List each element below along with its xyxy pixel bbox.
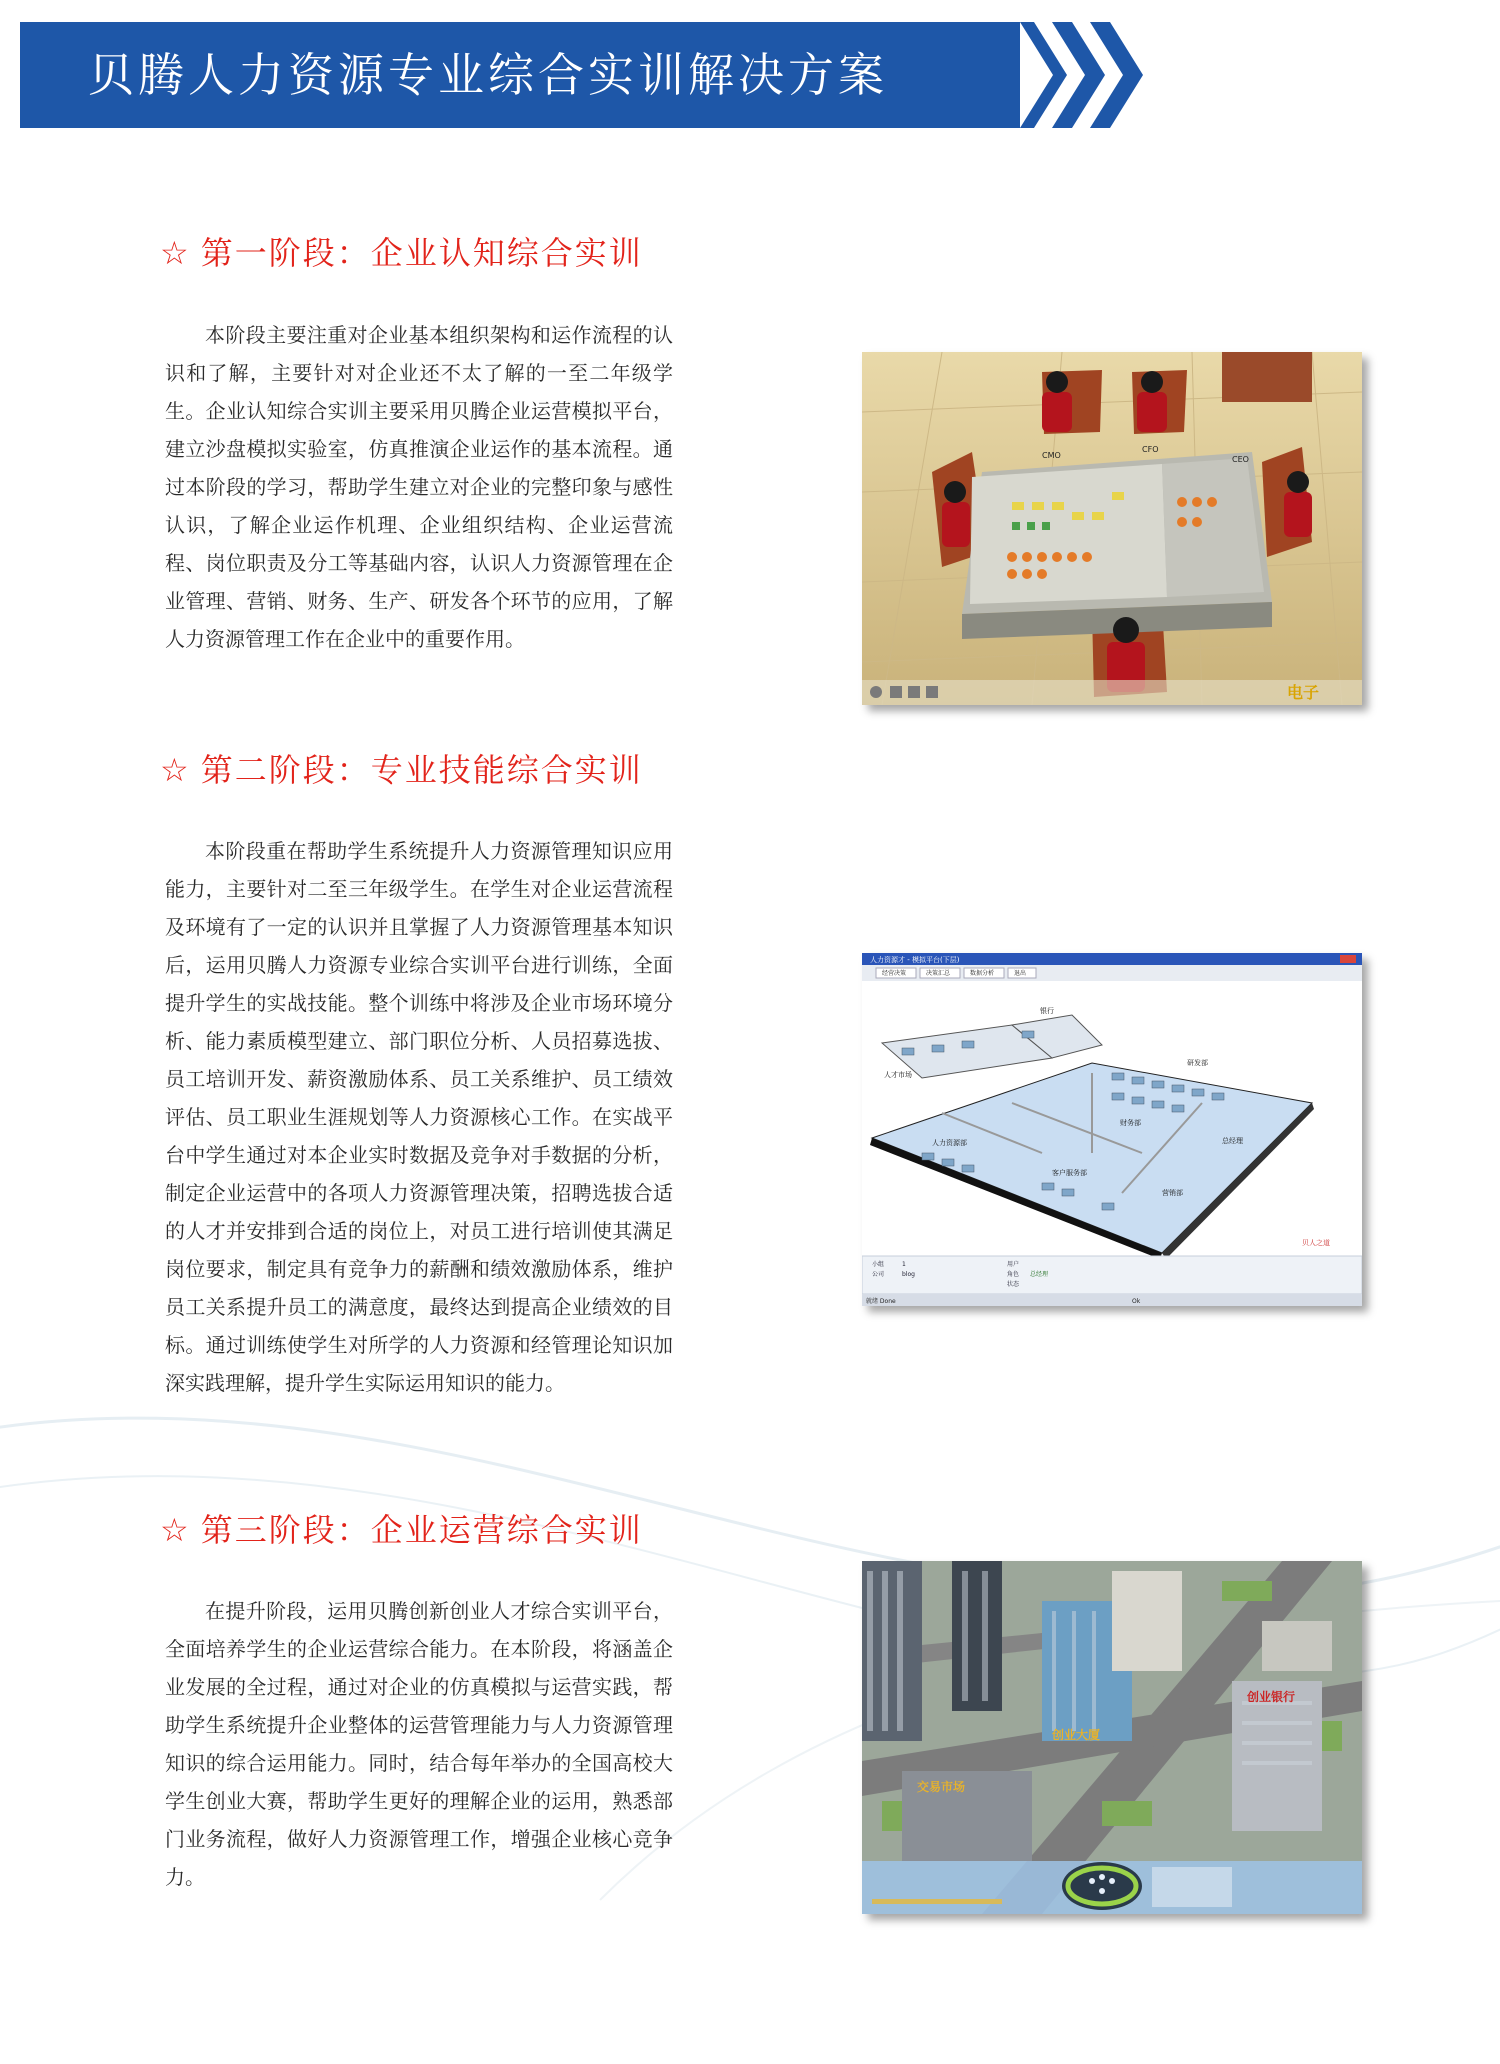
- s2-window-title: 人力资源才 - 模拟平台(下层): [870, 956, 960, 964]
- s2-info-2-value: blog: [902, 1271, 915, 1278]
- star-icon: ☆: [160, 234, 191, 272]
- screenshot-city: [862, 1561, 1362, 1914]
- s2-info-2: 公司: [872, 1271, 885, 1278]
- section-1-title: [160, 233, 643, 273]
- s2-label-cs: 客户服务部: [1052, 1169, 1087, 1177]
- s2-toolbar-btn-2: 决策汇总: [926, 970, 951, 977]
- section-3-title: [160, 1510, 643, 1550]
- s2-label-gm: 总经理: [1222, 1137, 1243, 1145]
- label-cfo: CFO: [1142, 445, 1159, 454]
- s1-logo: 电子: [1287, 683, 1320, 702]
- chevrons-icon: [1020, 22, 1170, 128]
- header-banner: [20, 22, 1020, 128]
- section-2-title-text: 第二阶段：专业技能综合实训: [200, 751, 643, 789]
- s2-status-right: Ok: [1132, 1298, 1141, 1305]
- s2-info-1-value: 1: [902, 1261, 906, 1268]
- page-title: 贝腾人力资源专业综合实训解决方案: [88, 48, 888, 102]
- s2-label-hr: 人力资源部: [932, 1139, 967, 1147]
- label-cmo: CMO: [1042, 451, 1061, 460]
- s2-toolbar-btn-4: 退出: [1014, 970, 1027, 977]
- s2-label-sales: 营销部: [1162, 1189, 1183, 1197]
- s2-toolbar-btn-1: 经营决策: [882, 970, 907, 977]
- screenshot-hr-platform: [862, 953, 1362, 1306]
- s2-info-4: 角色: [1007, 1271, 1020, 1278]
- s3-sign-building: 创业大厦: [1052, 1728, 1101, 1742]
- section-2-title: [160, 750, 643, 790]
- s2-label-rd: 研发部: [1187, 1059, 1208, 1067]
- s2-label-finance: 财务部: [1120, 1119, 1141, 1127]
- s2-brand: 贝人之道: [1302, 1239, 1330, 1247]
- star-icon: ☆: [160, 1511, 191, 1549]
- s3-sign-market: 交易市场: [917, 1780, 966, 1794]
- s2-info-3: 用户: [1007, 1261, 1020, 1268]
- s2-info-5: 状态: [1007, 1281, 1020, 1288]
- s3-sign-bank: 创业银行: [1247, 1690, 1296, 1704]
- s2-info-4-value: 总经理: [1030, 1271, 1049, 1278]
- s2-label-bank: 银行: [1040, 1007, 1054, 1015]
- s2-info-1: 小组: [872, 1261, 885, 1268]
- screenshot-sandtable: [862, 352, 1362, 705]
- section-1-title-text: 第一阶段：企业认知综合实训: [200, 234, 643, 272]
- section-3-body: 在提升阶段，运用贝腾创新创业人才综合实训平台，全面培养学生的企业运营综合能力。在本阶段，将涵盖企业发展的全过程，通过对企业的仿真模拟与运营实践，帮助学生系统提升企业整体的运营管理能力与人力资源管理知识的综合运用能力。同时，结合每年举办的全国高校大学生创业大赛，帮助学生更好的理解企业的运用，熟悉部门业务流程，做好人力资源管理工作，增强企业核心竞争力。: [165, 1599, 673, 1889]
- star-icon: ☆: [160, 751, 191, 789]
- s2-label-market: 人才市场: [884, 1071, 912, 1079]
- label-ceo: CEO: [1232, 455, 1249, 464]
- section-3-title-text: 第三阶段：企业运营综合实训: [200, 1511, 643, 1549]
- section-2-body: 本阶段重在帮助学生系统提升人力资源管理知识应用能力，主要针对二至三年级学生。在学生对企业运营流程及环境有了一定的认识并且掌握了人力资源管理基本知识后，运用贝腾人力资源专业综合实训平台进行训练，全面提升学生的实战技能。整个训练中将涉及企业市场环境分析、能力素质模型建立、部门职位分析、人员招募选拔、员工培训开发、薪资激励体系、员工关系维护、员工绩效评估、员工职业生涯规划等人力资源核心工作。在实战平台中学生通过对本企业实时数据及竞争对手数据的分析，制定企业运营中的各项人力资源管理决策，招聘选拔合适的人才并安排到合适的岗位上，对员工进行培训使其满足岗位要求，制定具有竞争力的薪酬和绩效激励体系，维护员工关系提升员工的满意度，最终达到提高企业绩效的目标。通过训练使学生对所学的人力资源和经管理论知识加深实践理解，提升学生实际运用知识的能力。: [165, 839, 673, 1395]
- section-1-body: 本阶段主要注重对企业基本组织架构和运作流程的认识和了解，主要针对对企业还不太了解的一至二年级学生。企业认知综合实训主要采用贝腾企业运营模拟平台，建立沙盘模拟实验室，仿真推演企业运作的基本流程。通过本阶段的学习，帮助学生建立对企业的完整印象与感性认识，了解企业运作机理、企业组织结构、企业运营流程、岗位职责及分工等基础内容，认识人力资源管理在企业管理、营销、财务、生产、研发各个环节的应用，了解人力资源管理工作在企业中的重要作用。: [165, 323, 673, 651]
- s2-toolbar-btn-3: 数据分析: [970, 970, 995, 977]
- s2-status-left: 就绪 Done: [866, 1298, 896, 1305]
